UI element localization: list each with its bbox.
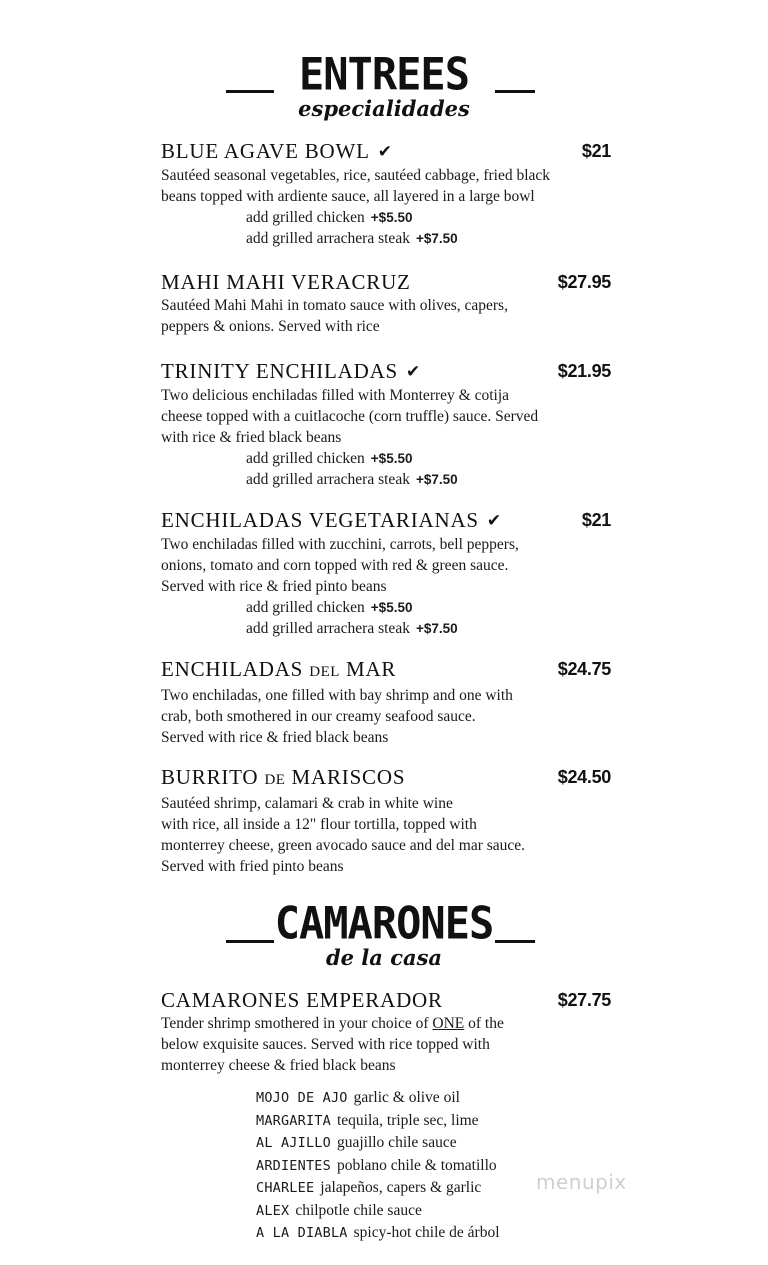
item-description: Sautéed shrimp, calamari & crab in white wine with rice, all inside a 12" flour tortilla, topped with monterrey cheese, green avocado sauce and del mar sauce. Served with fried pinto beans [161,795,526,875]
section-subtitle: especialidades [298,96,470,121]
item-price: $24.50 [557,767,611,787]
menu-item [161,988,611,1076]
item-description: Tender shrimp smothered in your choice of ONE of the below exquisite sauces. Served with rice topped with monterrey cheese & fried black beans [161,1015,504,1074]
item-price: $21 [581,141,611,161]
list-item: CHARLEE jalapeños, capers & garlic [256,1179,482,1196]
menu-item [161,359,611,490]
camarones-header [0,897,768,970]
leaf-icon: ✔ [406,362,422,382]
list-item: AL AJILLO guajillo chile sauce [256,1134,457,1151]
menu-item [161,508,611,639]
item-name: BURRITO DE MARISCOS [161,765,406,789]
watermark: menupix [536,1170,627,1194]
addon: add grilled chicken +$5.50 [246,599,413,616]
section-subtitle: de la casa [325,945,443,970]
addon: add grilled arrachera steak +$7.50 [246,230,458,247]
addon: add grilled chicken +$5.50 [246,450,413,467]
menu-item [161,657,611,748]
item-name: BLUE AGAVE BOWL ✔ [161,139,393,163]
leaf-icon: ✔ [377,142,393,162]
item-price: $27.95 [557,272,611,292]
addon: add grilled arrachera steak +$7.50 [246,620,458,637]
item-description: Two delicious enchiladas filled with Monterrey & cotija cheese topped with a cuitlacoche (corn truffle) sauce. Served with rice & fried black beans [161,387,539,446]
leaf-icon: ✔ [486,511,502,531]
item-price: $21.95 [557,361,611,381]
item-name: ENCHILADAS DEL MAR [161,657,397,681]
list-item: A LA DIABLA spicy-hot chile de árbol [256,1224,500,1241]
list-item: ALEX chilpotle chile sauce [256,1201,422,1219]
item-name: CAMARONES EMPERADOR [161,988,443,1012]
item-price: $27.75 [557,990,611,1010]
item-name: ENCHILADAS VEGETARIANAS ✔ [161,508,502,532]
item-description: Two enchiladas, one filled with bay shrimp and one with crab, both smothered in our creamy seafood sauce. Served with rice & fried black beans [161,687,513,746]
item-price: $21 [581,510,611,530]
menu-item [161,270,611,337]
menu-item [161,139,611,249]
section-title: CAMARONES [274,897,494,950]
section-title: ENTREES [298,48,469,101]
item-description: Sautéed Mahi Mahi in tomato sauce with olives, capers, peppers & onions. Served with rice [161,297,508,335]
menu-item [161,765,611,877]
entrees-header [0,48,768,121]
item-name: MAHI MAHI VERACRUZ [161,270,411,294]
list-item: MOJO DE AJO garlic & olive oil [256,1089,460,1106]
list-item: MARGARITA tequila, triple sec, lime [256,1111,479,1129]
item-description: Sautéed seasonal vegetables, rice, sautéed cabbage, fried black beans topped with ardiente sauce, all layered in a large bowl [161,167,551,205]
addon: add grilled chicken +$5.50 [246,209,413,226]
list-item: ARDIENTES poblano chile & tomatillo [256,1156,497,1174]
item-price: $24.75 [557,659,611,679]
item-description: Two enchiladas filled with zucchini, carrots, bell peppers, onions, tomato and corn topped with red & green sauce. Served with rice & fried pinto beans [161,536,519,595]
sauce-list [256,1087,586,1245]
item-name: TRINITY ENCHILADAS ✔ [161,359,422,383]
addon: add grilled arrachera steak +$7.50 [246,471,458,488]
